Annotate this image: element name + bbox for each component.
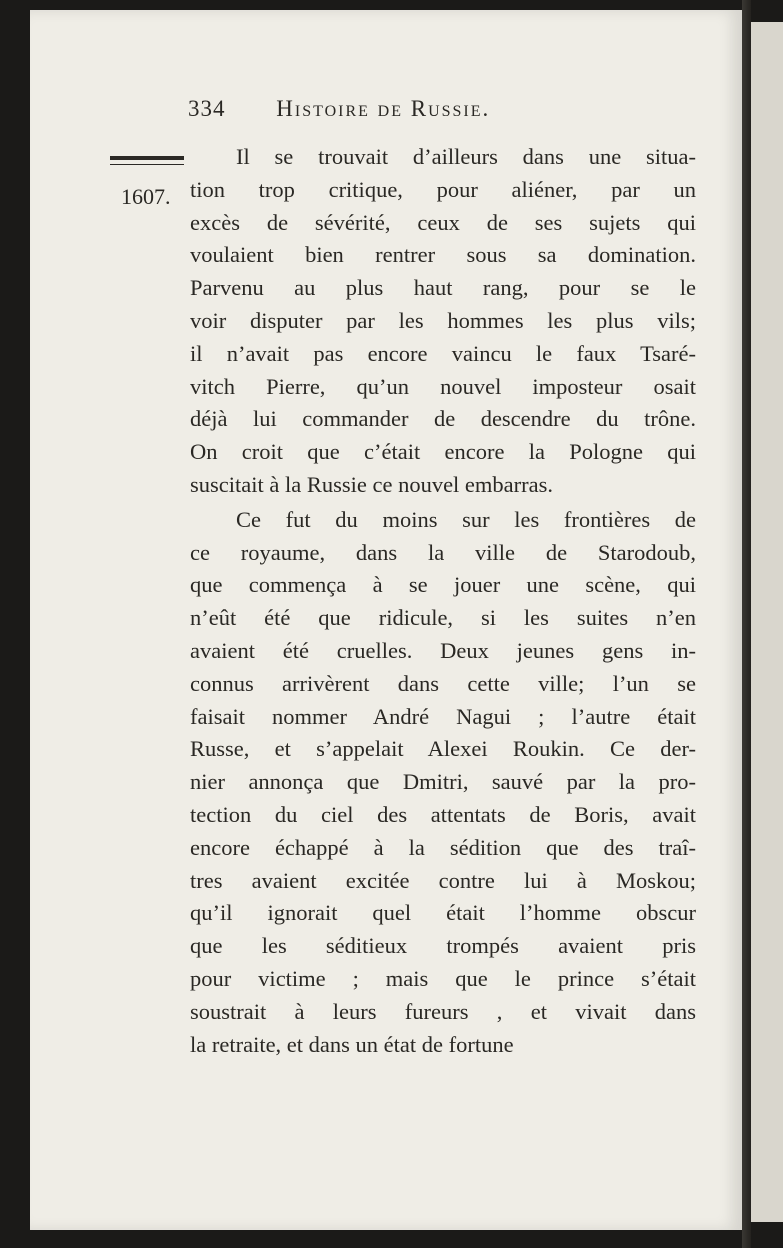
book-spine	[742, 0, 751, 1248]
running-header	[188, 96, 490, 122]
text-line: tion trop critique, pour aliéner, par un	[190, 176, 696, 202]
text-line: n’eût été que ridicule, si les suites n’en	[190, 605, 696, 631]
text-line: Russe, et s’appelait Alexei Roukin. Ce der-	[190, 736, 696, 762]
text-line: excès de sévérité, ceux de ses sujets qui	[190, 209, 696, 235]
margin-year: 1607.	[121, 184, 171, 209]
text-line: voulaient bien rentrer sous sa domination.	[190, 242, 696, 268]
text-line: nier annonça que Dmitri, sauvé par la pro-	[190, 769, 696, 795]
text-line: que les séditieux trompés avaient pris	[190, 933, 696, 959]
text-line: tection du ciel des attentats de Boris, avait	[190, 802, 696, 827]
text-line: voir disputer par les hommes les plus vils;	[190, 308, 696, 333]
text-line: pour victime ; mais que le prince s’était	[190, 966, 696, 991]
text-line: Parvenu au plus haut rang, pour se le	[190, 275, 696, 301]
margin-rule-thin	[110, 164, 184, 165]
page-number: 334	[188, 96, 226, 121]
text-line: On croit que c’était encore la Pologne qui	[190, 439, 696, 465]
book-page	[30, 10, 742, 1230]
text-line: soustrait à leurs fureurs , et vivait dans	[190, 998, 696, 1024]
text-line: connus arrivèrent dans cette ville; l’un se	[190, 670, 696, 696]
text-line: tres avaient excitée contre lui à Moskou;	[190, 867, 696, 893]
text-line: déjà lui commander de descendre du trône.	[190, 406, 696, 432]
text-line: la retraite, et dans un état de fortune	[190, 1031, 514, 1057]
text-line: faisait nommer André Nagui ; l’autre était	[190, 703, 696, 729]
text-line: Ce fut du moins sur les frontières de	[236, 506, 696, 532]
text-line: ce royaume, dans la ville de Starodoub,	[190, 539, 696, 565]
text-line: que commença à se jouer une scène, qui	[190, 572, 696, 598]
text-line: avaient été cruelles. Deux jeunes gens in-	[190, 638, 696, 663]
running-title: Histoire de Russie.	[276, 96, 491, 121]
text-line: encore échappé à la sédition que des traî-	[190, 834, 696, 860]
margin-rule-thick	[110, 156, 184, 160]
text-line: vitch Pierre, qu’un nouvel imposteur osait	[190, 373, 696, 399]
text-line: suscitait à la Russie ce nouvel embarras.	[190, 472, 554, 497]
text-line: qu’il ignorait quel était l’homme obscur	[190, 900, 696, 926]
facing-page-edge	[751, 22, 783, 1222]
text-line: il n’avait pas encore vaincu le faux Tsaré-	[190, 340, 696, 366]
text-line: Il se trouvait d’ailleurs dans une situa-	[236, 144, 696, 169]
